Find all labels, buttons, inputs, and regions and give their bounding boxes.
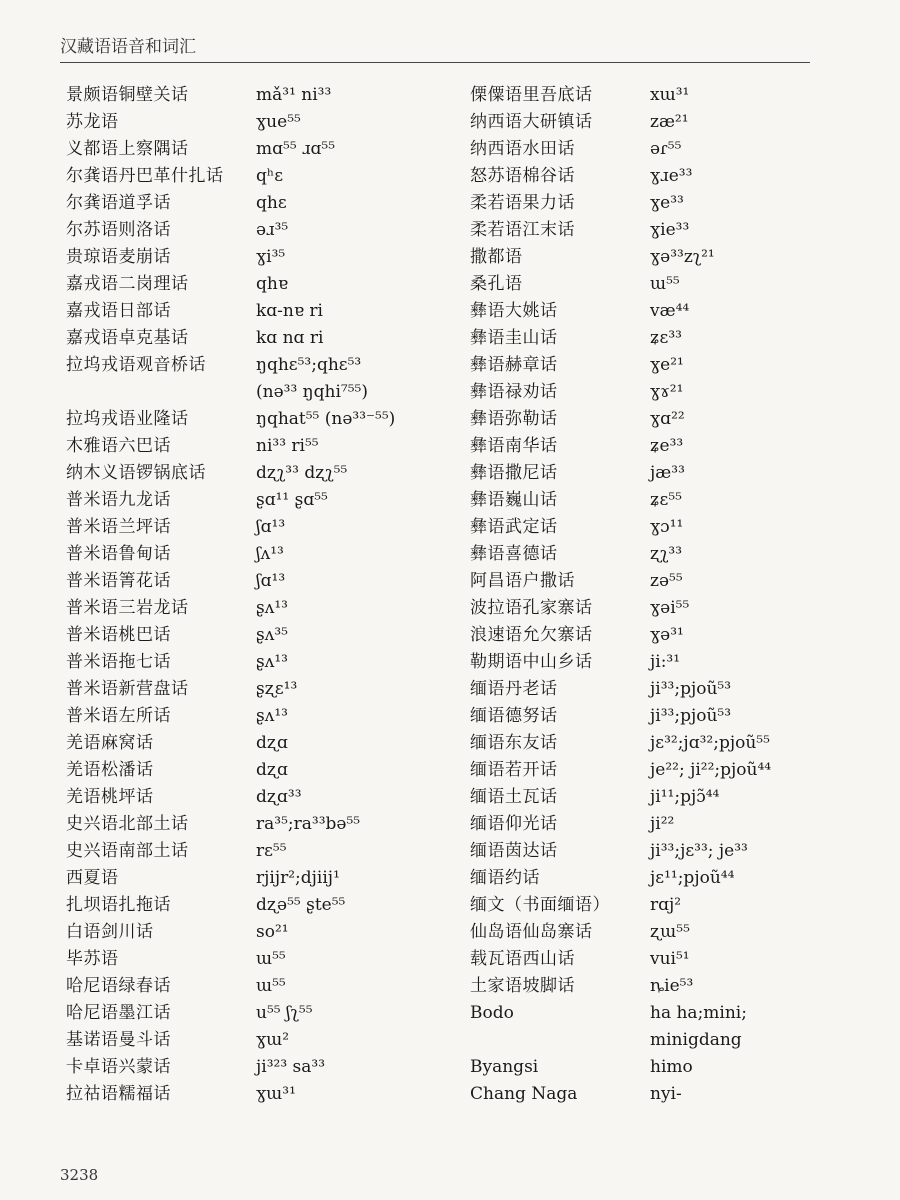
dialect-name: 嘉戎语二岗理话 (66, 274, 189, 294)
word-form: ȵie⁵³ (650, 976, 694, 996)
word-form: ŋqhat⁵⁵ (nə³³⁻⁵⁵) (256, 409, 396, 429)
dialect-name: 缅语德努话 (470, 706, 558, 726)
word-form: qhɛ (256, 193, 287, 213)
dialect-name: Bodo (470, 1003, 514, 1023)
dialect-name: 怒苏语棉谷话 (470, 166, 575, 186)
word-form: qʰɛ (256, 166, 284, 186)
dialect-name: 缅文（书面缅语） (470, 895, 610, 915)
dialect-name: 浪速语允欠寨话 (470, 625, 593, 645)
dialect-name: 彝语大姚话 (470, 301, 558, 321)
dialect-name: 彝语南华话 (470, 436, 558, 456)
dialect-name: 桑孔语 (470, 274, 523, 294)
dialect-name: 彝语喜德话 (470, 544, 558, 564)
dialect-name: 傈僳语里吾底话 (470, 85, 593, 105)
dialect-name: 普米语兰坪话 (66, 517, 171, 537)
dialect-name: 纳西语大研镇话 (470, 112, 593, 132)
word-form: ra³⁵;ra³³bə⁵⁵ (256, 814, 361, 834)
word-form: dʐɑ (256, 733, 288, 753)
dialect-name: 缅语东友话 (470, 733, 558, 753)
dialect-name: 羌语麻窝话 (66, 733, 154, 753)
word-form: ɣə³¹ (650, 625, 684, 645)
word-form: zə⁵⁵ (650, 571, 683, 591)
word-form: ʑɛ³³ (650, 328, 682, 348)
dialect-name: 彝语禄劝话 (470, 382, 558, 402)
word-form: əɾ⁵⁵ (650, 139, 682, 159)
word-form: dʐə⁵⁵ ʂte⁵⁵ (256, 895, 346, 915)
word-form: ha ha;mini; (650, 1003, 747, 1023)
word-form: ni³³ ri⁵⁵ (256, 436, 319, 456)
word-form: ŋqhɛ⁵³;qhɛ⁵³ (256, 355, 362, 375)
dialect-name: 尔龚语丹巴革什扎话 (66, 166, 224, 186)
dialect-name: 彝语圭山话 (470, 328, 558, 348)
word-form-continued: (nə³³ ŋqhi⁷⁵⁵) (256, 382, 368, 402)
dialect-name: 纳西语水田话 (470, 139, 575, 159)
dialect-name: 贵琼语麦崩话 (66, 247, 171, 267)
dialect-name: 柔若语果力话 (470, 193, 575, 213)
word-form: ɯ⁵⁵ (256, 949, 286, 969)
word-form: mɑ⁵⁵ ɹɑ⁵⁵ (256, 139, 336, 159)
dialect-name: 普米语鲁甸话 (66, 544, 171, 564)
word-form: ɣie³³ (650, 220, 690, 240)
dialect-name: 阿昌语户撒话 (470, 571, 575, 591)
dialect-name: 拉坞戎语观音桥话 (66, 355, 206, 375)
word-form: kɑ-nɐ ri (256, 301, 323, 321)
word-form: jɛ¹¹;pjoũ⁴⁴ (650, 868, 735, 888)
word-form: ɣəi⁵⁵ (650, 598, 690, 618)
word-form-continued: minigdang (650, 1030, 742, 1050)
word-form: dʐɑ³³ (256, 787, 302, 807)
dialect-name: 羌语松潘话 (66, 760, 154, 780)
dialect-name: 普米语新营盘话 (66, 679, 189, 699)
dialect-name: 缅语土瓦话 (470, 787, 558, 807)
dialect-name: 波拉语孔家寨话 (470, 598, 593, 618)
dialect-name: 普米语拖七话 (66, 652, 171, 672)
word-form: ji:³¹ (650, 652, 681, 672)
dialect-name: 木雅语六巴话 (66, 436, 171, 456)
word-form: ji³³;jɛ³³; je³³ (650, 841, 748, 861)
word-form: so²¹ (256, 922, 289, 942)
word-form: əɹ³⁵ (256, 220, 289, 240)
header-title: 汉藏语语音和词汇 (60, 37, 196, 57)
word-form: nyi- (650, 1084, 682, 1104)
word-form: rjijr²;djiij¹ (256, 868, 340, 888)
word-form: ʂʌ¹³ (256, 652, 288, 672)
dialect-name: 尔苏语则洛话 (66, 220, 171, 240)
word-form: ʂʌ³⁵ (256, 625, 288, 645)
word-form: jæ³³ (650, 463, 685, 483)
word-form: u⁵⁵ ʃʅ⁵⁵ (256, 1003, 313, 1023)
dialect-name: 缅语丹老话 (470, 679, 558, 699)
dialect-name: 拉祜语糯福话 (66, 1084, 171, 1104)
word-form: ʑɛ⁵⁵ (650, 490, 682, 510)
dialect-name: 普米语九龙话 (66, 490, 171, 510)
dialect-name: 嘉戎语卓克基话 (66, 328, 189, 348)
word-form: ɣɹe³³ (650, 166, 693, 186)
word-form: ji²² (650, 814, 675, 834)
dialect-name: 缅语茵达话 (470, 841, 558, 861)
dialect-name: 纳木义语锣锅底话 (66, 463, 206, 483)
dialect-name: 卡卓语兴蒙话 (66, 1057, 171, 1077)
word-form: væ⁴⁴ (650, 301, 690, 321)
dialect-name: 撒都语 (470, 247, 523, 267)
word-form: dʐɑ (256, 760, 288, 780)
dialect-name: 普米语左所话 (66, 706, 171, 726)
word-form: zæ²¹ (650, 112, 689, 132)
dialect-name: 景颇语铜壁关话 (66, 85, 189, 105)
word-form: kɑ nɑ ri (256, 328, 324, 348)
dialect-name: 苏龙语 (66, 112, 119, 132)
word-form: ɣə³³zʅ²¹ (650, 247, 715, 267)
dialect-name: 彝语巍山话 (470, 490, 558, 510)
word-form: jɛ³²;jɑ³²;pjoũ⁵⁵ (650, 733, 770, 753)
dialect-name: 普米语三岩龙话 (66, 598, 189, 618)
word-form: ɣɔ¹¹ (650, 517, 684, 537)
word-form: ɣɯ² (256, 1030, 290, 1050)
dialect-name: 普米语箐花话 (66, 571, 171, 591)
dialect-name: 普米语桃巴话 (66, 625, 171, 645)
page-number: 3238 (60, 1166, 99, 1184)
word-form: vui⁵¹ (650, 949, 690, 969)
word-form: ʃɑ¹³ (256, 517, 286, 537)
word-form: rɛ⁵⁵ (256, 841, 287, 861)
dialect-name: 羌语桃坪话 (66, 787, 154, 807)
word-form: ʂʐɛ¹³ (256, 679, 298, 699)
dialect-name: Chang Naga (470, 1084, 578, 1104)
word-form: ʂʌ¹³ (256, 706, 288, 726)
word-form: mǎ³¹ ni³³ (256, 85, 332, 105)
word-form: xɯ³¹ (650, 85, 690, 105)
dialect-name: 哈尼语墨江话 (66, 1003, 171, 1023)
dialect-name: 西夏语 (66, 868, 119, 888)
dialect-name: 史兴语北部土话 (66, 814, 189, 834)
dialect-name: 基诺语曼斗话 (66, 1030, 171, 1050)
dialect-name: 仙岛语仙岛寨话 (470, 922, 593, 942)
dialect-name: 史兴语南部土话 (66, 841, 189, 861)
word-form: ʂʌ¹³ (256, 598, 288, 618)
word-form: ʂɑ¹¹ ʂɑ⁵⁵ (256, 490, 328, 510)
dialect-name: 义都语上察隅话 (66, 139, 189, 159)
word-form: ji¹¹;pjɔ̃⁴⁴ (650, 787, 720, 807)
dialect-name: 扎坝语扎拖话 (66, 895, 171, 915)
word-form: ʑe³³ (650, 436, 684, 456)
dialect-name: 土家语坡脚话 (470, 976, 575, 996)
dialect-name: 彝语武定话 (470, 517, 558, 537)
word-form: ɣue⁵⁵ (256, 112, 301, 132)
dialect-name: 勒期语中山乡话 (470, 652, 593, 672)
dialect-name: 载瓦语西山话 (470, 949, 575, 969)
word-form: ʐɯ⁵⁵ (650, 922, 690, 942)
word-form: ɣɯ³¹ (256, 1084, 296, 1104)
word-form: rɑj² (650, 895, 682, 915)
word-form: ɣe²¹ (650, 355, 684, 375)
dialect-name: 拉坞戎语业隆话 (66, 409, 189, 429)
dialect-name: Byangsi (470, 1057, 539, 1077)
word-form: ʃʌ¹³ (256, 544, 284, 564)
dialect-name: 毕苏语 (66, 949, 119, 969)
dialect-name: 缅语仰光话 (470, 814, 558, 834)
word-form: ɣe³³ (650, 193, 684, 213)
dialect-name: 彝语赫章话 (470, 355, 558, 375)
word-form: ɯ⁵⁵ (256, 976, 286, 996)
word-form: ɣɑ²² (650, 409, 685, 429)
running-header (60, 28, 810, 63)
word-form: je²²; ji²²;pjoũ⁴⁴ (650, 760, 772, 780)
word-form: ɣi³⁵ (256, 247, 286, 267)
word-form: qhɐ (256, 274, 288, 294)
word-form: dʐʅ³³ dʐʅ⁵⁵ (256, 463, 348, 483)
dialect-name: 柔若语江末话 (470, 220, 575, 240)
dialect-name: 缅语若开话 (470, 760, 558, 780)
word-form: ji³³;pjoũ⁵³ (650, 679, 732, 699)
word-form: ɣɤ²¹ (650, 382, 684, 402)
word-form: ʃɑ¹³ (256, 571, 286, 591)
word-form: himo (650, 1057, 693, 1077)
dialect-name: 嘉戎语日部话 (66, 301, 171, 321)
word-form: ʐʅ³³ (650, 544, 683, 564)
word-form: ji³³;pjoũ⁵³ (650, 706, 732, 726)
dialect-name: 彝语撒尼话 (470, 463, 558, 483)
dialect-name: 哈尼语绿春话 (66, 976, 171, 996)
dialect-name: 缅语约话 (470, 868, 540, 888)
dialect-name: 彝语弥勒话 (470, 409, 558, 429)
word-form: ɯ⁵⁵ (650, 274, 680, 294)
word-form: ji³²³ sa³³ (256, 1057, 326, 1077)
dialect-name: 白语剑川话 (66, 922, 154, 942)
dialect-name: 尔龚语道孚话 (66, 193, 171, 213)
